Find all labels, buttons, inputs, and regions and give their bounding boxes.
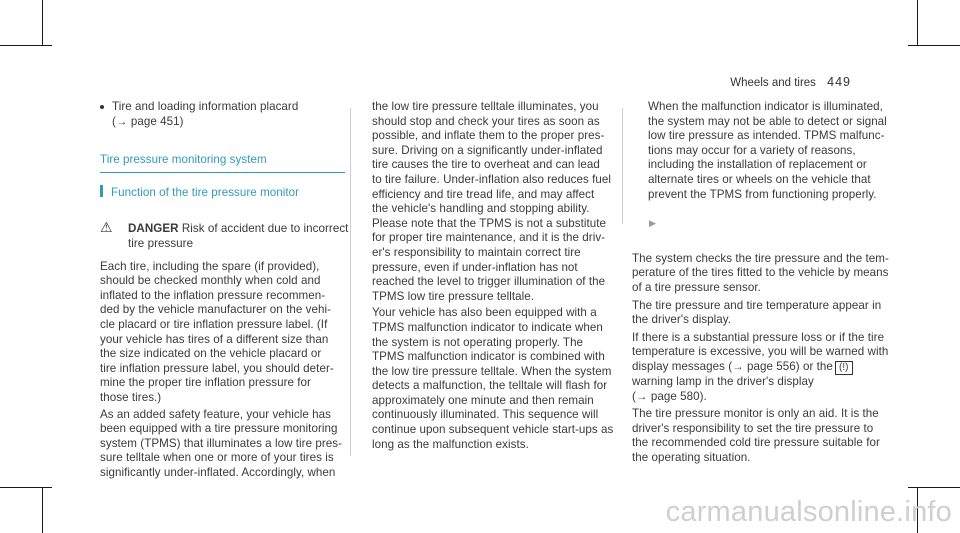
running-header [730,75,851,89]
section-title: Tire pressure monitoring system [100,153,345,173]
paragraph: The tire pressure and tire temperature appear in the driver's display. [632,298,882,327]
paragraph: As an added safety feature, your vehicle has been equipped with a tire pressure monitoring system (TPMS) that illuminates a low tire pres- sure telltale when one or more of your tires is significantly under-inflated. Accordingly, when [100,407,343,479]
warning-triangle-icon: ⚠ [100,219,113,236]
paragraph: Your vehicle has also been equipped with a TPMS malfunction indicator to indicate when the system is not operating properly. The TPMS malfunction indicator is combined with the low tire pressure telltale. When the system detects a malfunction, the telltale will flash for approximately one minute and then remain continuously illuminated. This sequence will continue upon subsequent vehicle start-ups as long as the malfunction exists. [372,306,614,451]
danger-label: DANGER [128,222,179,236]
column-divider [350,108,351,456]
watermark: carmanualsonline.info [665,496,952,528]
column-3 [632,100,894,465]
column-divider [622,108,623,224]
column-1 [100,100,349,480]
header-section: Wheels and tires [730,77,816,89]
crop-mark-top-right-h [908,45,960,46]
crop-mark-top-left-h [0,45,52,46]
bullet-item: Tire and loading information placard [100,100,345,115]
tire-pressure-warning-icon: (!) [835,361,853,375]
bullet-icon [100,105,104,109]
page-reference-link[interactable]: display messages (→ page 556) or the [632,359,833,373]
danger-text: Risk of accident due to incorrect [181,222,349,236]
continue-arrow-icon: ▶ [649,218,656,229]
subsection-marker [100,185,103,197]
column-2 [372,100,617,452]
paragraph: If there is a substantial pressure loss or if the tire temperature is excessive, you will be warned with display messages (→ page 556) or the (!) warning lamp in the driver's display (→ page 580). [632,331,894,404]
crop-mark-top-left-v [42,0,43,46]
paragraph: The system checks the tire pressure and the tem- perature of the tires fitted to the vehicle by means of a tire pressure sensor. [632,251,889,294]
subsection-title: Function of the tire pressure monitor [100,185,345,201]
crop-mark-top-right-v [917,0,918,46]
danger-box [100,219,349,251]
paragraph: the low tire pressure telltale illuminates, you should stop and check your tires as soon as possible, and inflate them to the proper pres- sure. Driving on a significantly under-inflated tire causes the tire to overheat and can lead to tire failure. Under-inflation also reduces fuel efficiency and tire tread life, and may affect the vehicle's handling and stopping ability. Please note that the TPMS is not a substitute for proper tire maintenance, and it is the driv- er's responsibility to maintain correct tire pressure, even if under-inflation has not reached the level to trigger illumination of the TPMS low tire pressure telltale. [372,100,612,303]
crop-mark-bottom-left-h [0,487,52,488]
paragraph: When the malfunction indicator is illuminated, the system may not be able to detect or signal low tire pressure as intended. TPMS malfunc- tions may occur for a variety of reasons, including the installation of replacement or alternate tires or wheels on the vehicle that prevent the TPMS from functioning properly. [648,100,887,201]
page-number: 449 [827,75,851,89]
crop-mark-bottom-left-v [42,487,43,533]
paragraph: Each tire, including the spare (if provided), should be checked monthly when cold and inflated to the inflation pressure recommen- ded by the vehicle manufacturer on the vehi- cle placard or tire inflation pressure label. (If your vehicle has tires of a different size than the size indicated on the vehicle placard or tire inflation pressure label, you should deter- mine the proper tire inflation pressure for those tires.) [100,259,334,404]
page-reference-link[interactable]: (→ page 580). [632,389,707,403]
danger-text-cont: tire pressure [128,236,194,250]
paragraph: The tire pressure monitor is only an aid. It is the driver's responsibility to set the tire pressure to the recommended cold tire pressure suitable for the operating situation. [632,407,880,464]
page-reference-link[interactable]: (→ page 451) [112,114,184,128]
crop-mark-bottom-right-h [908,487,960,488]
